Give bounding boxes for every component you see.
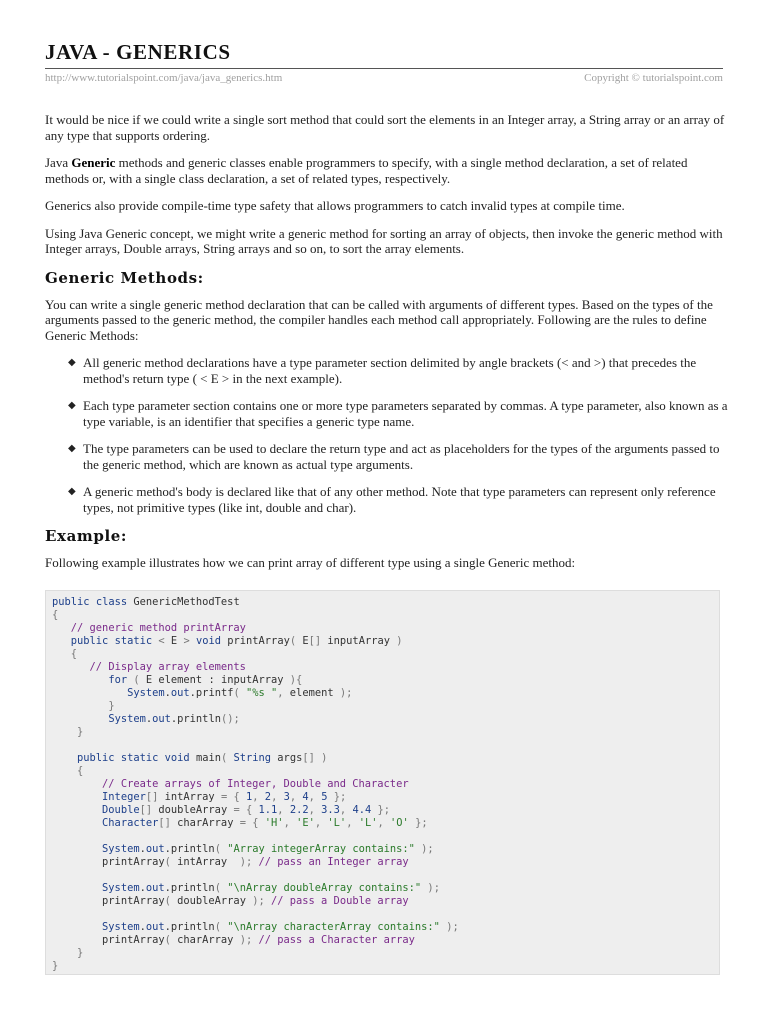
article-body	[45, 112, 730, 583]
rule-item-2	[68, 398, 730, 429]
rules-list	[45, 355, 730, 515]
generic-term: Generic	[71, 155, 116, 170]
source-url: http://www.tutorialspoint.com/java/java_generics.htm	[45, 72, 283, 84]
intro-paragraph-3: Generics also provide compile-time type safety that allows programmers to catch invalid types at compile time.	[45, 198, 625, 213]
code-block	[45, 590, 720, 975]
diamond-bullet-icon: ◆	[68, 357, 76, 368]
rule-text: The type parameters can be used to declare the return type and act as placeholders for the types of the arguments passed to the generic method, which are known as actual type arguments.	[83, 441, 720, 472]
code-listing: public class GenericMethodTest { // generic method printArray public static < E > void printArray( E[] inputArray ) { // Display array elements for ( E element : inputArray ){ System.out.printf( "%s ", element ); } System.out.println(); } public static void main( String args[] ) { // Create arrays of Integer, Double and Character Integer[] intArray = { 1, 2, 3, 4, 5 }; Double[] doubleArray = { 1.1, 2.2, 3.3, 4.4 }; Character[] charArray = { 'H', 'E', 'L', 'L', 'O' }; System.out.println( "Array integerArray contains:" ); printArray( intArray ); // pass an Integer array System.out.println( "\nArray doubleArray contains:" ); printArray( doubleArray ); // pass a Double array System.out.println( "\nArray characterArray contains:" ); printArray( charArray ); // pass a Character array } }	[52, 596, 459, 972]
page-title: JAVA - GENERICS	[45, 40, 231, 64]
diamond-bullet-icon: ◆	[68, 443, 76, 454]
diamond-bullet-icon: ◆	[68, 400, 76, 411]
example-heading: Example:	[45, 527, 128, 545]
rule-item-4	[68, 484, 730, 515]
rule-item-3	[68, 441, 730, 472]
rule-text: Each type parameter section contains one or more type parameters separated by commas. A type parameter, also known as a type variable, is an identifier that specifies a generic type name.	[83, 398, 728, 429]
rule-text: All generic method declarations have a type parameter section delimited by angle brackets (< and >) that precedes the method's return type ( < E > in the next example).	[83, 355, 697, 386]
generic-methods-intro: You can write a single generic method declaration that can be called with arguments of different types. Based on the types of the arguments passed to the generic method, the compiler handles each method call appropriately. Following are the rules to define Generic Methods:	[45, 296, 713, 343]
intro-paragraph-2-rest: methods and generic classes enable programmers to specify, with a single method declaration, a set of related methods or, with a single class declaration, a set of related types, respectively.	[45, 155, 688, 186]
diamond-bullet-icon: ◆	[68, 486, 76, 497]
intro-paragraph-2-lead: Java	[45, 155, 72, 170]
header-divider	[45, 68, 723, 69]
intro-paragraph-2	[45, 155, 730, 186]
copyright-notice: Copyright © tutorialspoint.com	[584, 72, 723, 84]
example-intro: Following example illustrates how we can print array of different type using a single Generic method:	[45, 555, 576, 570]
intro-paragraph-1: It would be nice if we could write a single sort method that could sort the elements in an Integer array, a String array or an array of any type that supports ordering.	[45, 112, 725, 143]
intro-paragraph-4: Using Java Generic concept, we might write a generic method for sorting an array of objects, then invoke the generic method with Integer arrays, Double arrays, String arrays and so on, to sort the array elements.	[45, 225, 723, 256]
generic-methods-heading: Generic Methods:	[45, 268, 204, 287]
rule-text: A generic method's body is declared like that of any other method. Note that type parameters can represent only reference types, not primitive types (like int, double and char).	[83, 484, 716, 515]
rule-item-1	[68, 355, 730, 386]
